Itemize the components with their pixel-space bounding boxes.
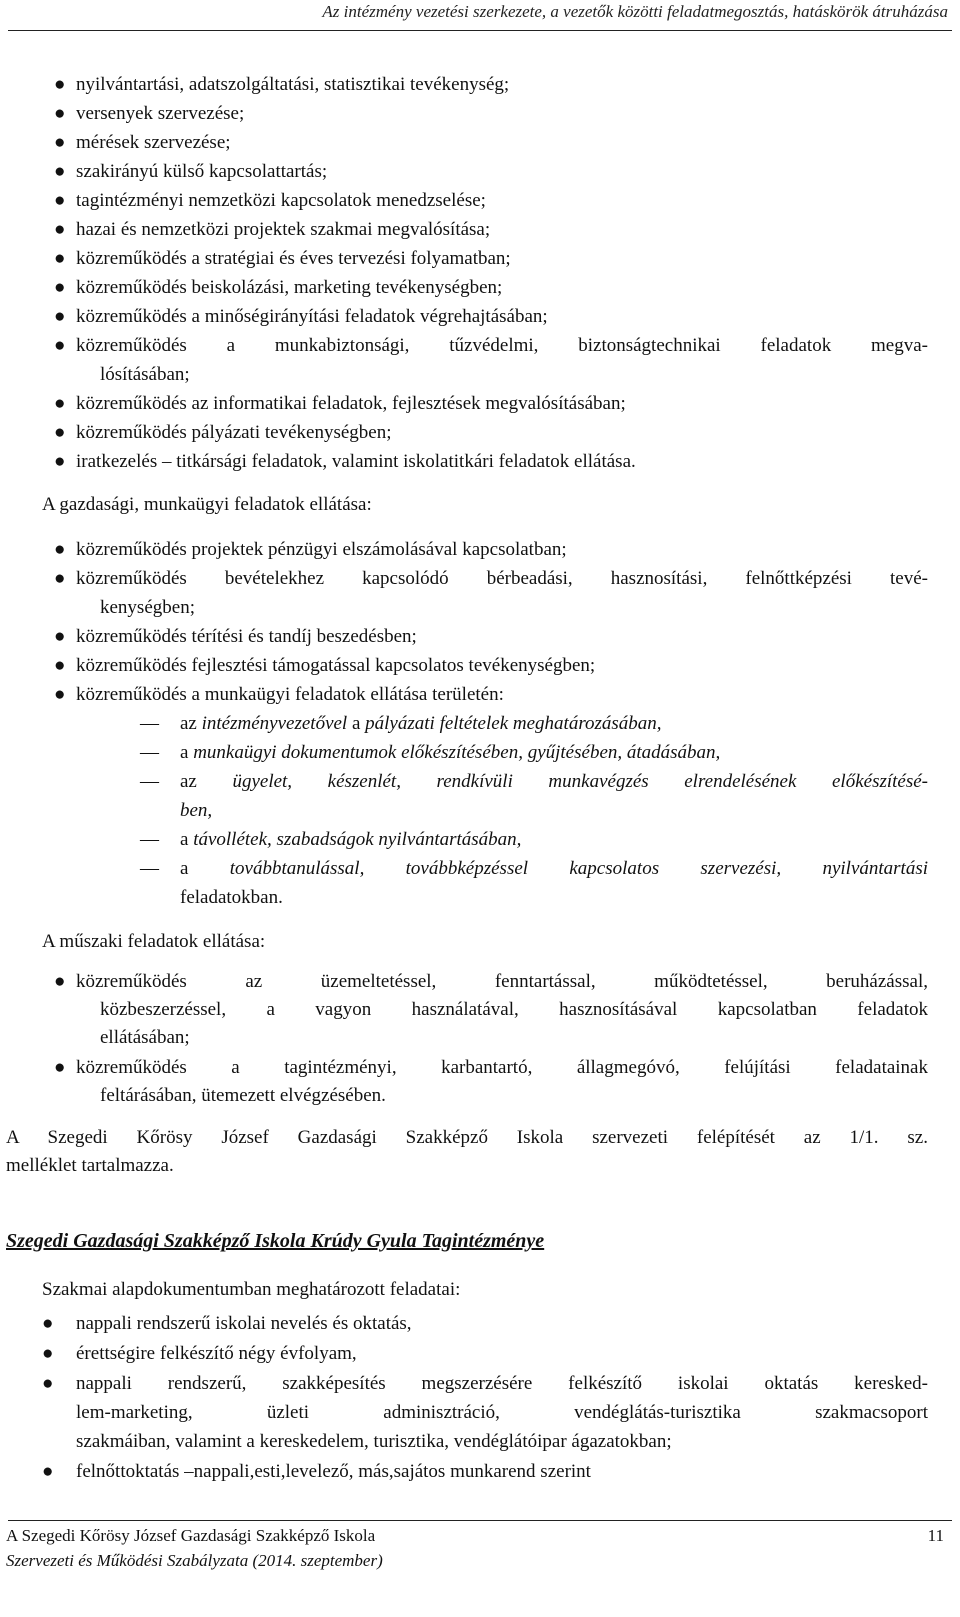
header-rule (8, 30, 952, 31)
tasks-intro: Szakmai alapdokumentumban meghatározott feladatai: (42, 1279, 461, 1300)
bullet-icon: ● (54, 306, 66, 327)
list-item-continuation: feltárásában, ütemezett elvégzésében. (100, 1085, 386, 1106)
list-item: nappali rendszerű iskolai nevelés és oktatás, (76, 1313, 412, 1334)
list-item: közreműködés a munkaügyi feladatok ellátása területén: (76, 684, 504, 705)
paragraph-org: A Szegedi Kőrösy József Gazdasági Szakképző Iskola szervezeti felépítését az 1/1. sz. (6, 1127, 928, 1148)
list-item: közreműködés beiskolázási, marketing tevékenységben; (76, 277, 503, 298)
bullet-icon: ● (54, 1057, 66, 1078)
bullet-icon: ● (54, 103, 66, 124)
list-item: közreműködés az üzemeltetéssel, fenntartással, működtetéssel, beruházással, (76, 971, 928, 992)
list-item: felnőttoktatás –nappali,esti,levelező, más,sajátos munkarend szerint (76, 1461, 591, 1482)
bullet-icon: ● (42, 1373, 54, 1394)
bullet-icon: ● (54, 971, 66, 992)
footer-line-1: A Szegedi Kőrösy József Gazdasági Szakképző Iskola (6, 1526, 376, 1545)
list-item: közreműködés a munkabiztonsági, tűzvédelmi, biztonságtechnikai feladatok megva- (76, 335, 928, 356)
list-item: közreműködés térítési és tandíj beszedésben; (76, 626, 417, 647)
list-item-continuation: közbeszerzéssel, a vagyon használatával, hasznosításával kapcsolatban feladatok (100, 999, 928, 1020)
list-item: közreműködés az informatikai feladatok, fejlesztések megvalósításában; (76, 393, 626, 414)
list-item: mérések szervezése; (76, 132, 231, 153)
bullet-icon: ● (54, 277, 66, 298)
list-item-continuation: lósításában; (100, 364, 190, 385)
bullet-icon: ● (54, 422, 66, 443)
dash-item: az ügyelet, készenlét, rendkívüli munkavégzés elrendelésének előkészítésé- (180, 771, 929, 792)
dash-item-continuation: feladatokban. (180, 887, 283, 908)
dash-item: a továbbtanulással, továbbképzéssel kapcsolatos szervezési, nyilvántartási (180, 858, 928, 879)
list-item: közreműködés projektek pénzügyi elszámolásával kapcsolatban; (76, 539, 567, 560)
list-item: közreműködés a stratégiai és éves tervezési folyamatban; (76, 248, 511, 269)
list-item: közreműködés pályázati tevékenységben; (76, 422, 392, 443)
bullet-icon: ● (54, 248, 66, 269)
bullet-icon: ● (54, 74, 66, 95)
list-item-continuation: lem-marketing, üzleti adminisztráció, vendéglátás-turisztika szakmacsoport (76, 1402, 928, 1423)
paragraph-org-cont: melléklet tartalmazza. (6, 1155, 174, 1176)
dash-item: a munkaügyi dokumentumok előkészítésében, gyűjtésében, átadásában, (180, 742, 721, 763)
bullet-icon: ● (42, 1461, 54, 1482)
dash-item-continuation: ben, (180, 800, 213, 821)
page-header: Az intézmény vezetési szerkezete, a vezetők közötti feladatmegosztás, hatáskörök átruházása (322, 2, 948, 21)
bullet-icon: ● (42, 1343, 54, 1364)
dash-icon: — (140, 829, 159, 850)
list-item-continuation: ellátásában; (100, 1027, 190, 1048)
dash-item: az intézményvezetővel a pályázati feltételek meghatározásában, (180, 713, 662, 734)
dash-icon: — (140, 771, 159, 792)
list-item: közreműködés fejlesztési támogatással kapcsolatos tevékenységben; (76, 655, 596, 676)
bullet-icon: ● (54, 335, 66, 356)
list-item-continuation: kenységben; (100, 597, 195, 618)
section-title: Szegedi Gazdasági Szakképző Iskola Krúdy Gyula Tagintézménye (6, 1230, 545, 1252)
page-number: 11 (927, 1526, 944, 1545)
bullet-icon: ● (54, 219, 66, 240)
list-item-continuation: szakmáiban, valamint a kereskedelem, turisztika, vendéglátóipar ágazatokban; (76, 1431, 672, 1452)
list-item: hazai és nemzetközi projektek szakmai megvalósítása; (76, 219, 491, 240)
list-item: szakirányú külső kapcsolattartás; (76, 161, 328, 182)
bullet-icon: ● (54, 539, 66, 560)
list-item: iratkezelés – titkársági feladatok, valamint iskolatitkári feladatok ellátása. (76, 451, 636, 472)
dash-icon: — (140, 713, 159, 734)
dash-item: a távollétek, szabadságok nyilvántartásában, (180, 829, 522, 850)
list-item: nyilvántartási, adatszolgáltatási, statisztikai tevékenység; (76, 74, 510, 95)
bullet-icon: ● (54, 684, 66, 705)
dash-icon: — (140, 742, 159, 763)
bullet-icon: ● (42, 1313, 54, 1334)
list-item: versenyek szervezése; (76, 103, 245, 124)
dash-icon: — (140, 858, 159, 879)
section-intro-gazdasagi: A gazdasági, munkaügyi feladatok ellátása: (42, 494, 372, 515)
footer-line-2: Szervezeti és Működési Szabályzata (2014. szeptember) (6, 1551, 383, 1570)
bullet-icon: ● (54, 655, 66, 676)
bullet-icon: ● (54, 132, 66, 153)
bullet-icon: ● (54, 161, 66, 182)
footer-rule (8, 1520, 952, 1521)
bullet-icon: ● (54, 626, 66, 647)
bullet-icon: ● (54, 190, 66, 211)
list-item: közreműködés bevételekhez kapcsolódó bérbeadási, hasznosítási, felnőttképzési tevé- (76, 568, 928, 589)
list-item: érettségire felkészítő négy évfolyam, (76, 1343, 357, 1364)
list-item: tagintézményi nemzetközi kapcsolatok menedzselése; (76, 190, 486, 211)
bullet-icon: ● (54, 568, 66, 589)
section-intro-muszaki: A műszaki feladatok ellátása: (42, 931, 266, 952)
list-item: nappali rendszerű, szakképesítés megszerzésére felkészítő iskolai oktatás keresked- (76, 1373, 928, 1394)
list-item: közreműködés a tagintézményi, karbantartó, állagmegóvó, felújítási feladatainak (76, 1057, 928, 1078)
bullet-icon: ● (54, 451, 66, 472)
bullet-icon: ● (54, 393, 66, 414)
list-item: közreműködés a minőségirányítási feladatok végrehajtásában; (76, 306, 548, 327)
